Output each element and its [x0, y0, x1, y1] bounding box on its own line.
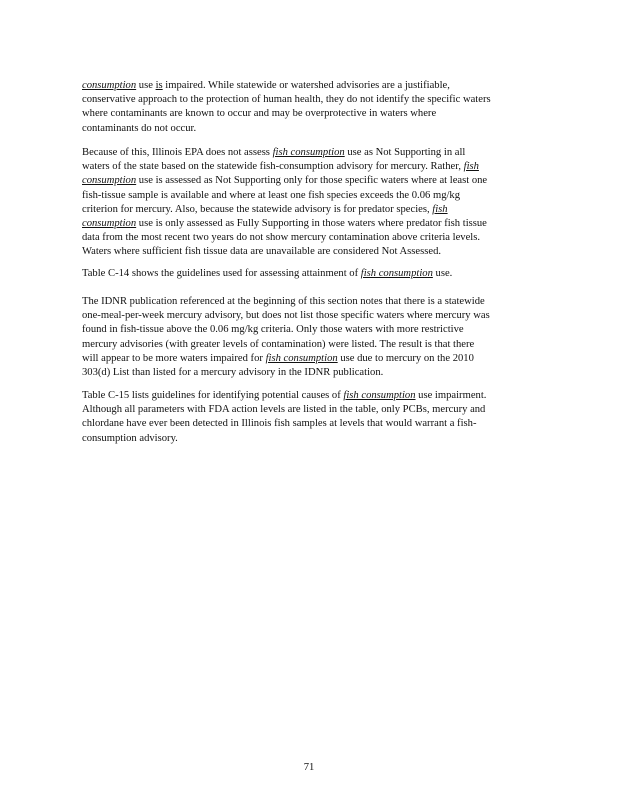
text-line: The IDNR publication referenced at the beginning of this section notes that there is a statewide — [82, 296, 485, 307]
text-fragment: waters of the state based on the statewide fish-consumption advisory for mercury. Rather, — [82, 161, 464, 173]
text-line: consumption advisory. — [82, 432, 178, 444]
text-line: Although all parameters with FDA action levels are listed in the table, only PCBs, mercury and — [82, 404, 486, 416]
text-line: fish-tissue sample is available and where at least one fish species exceeds the 0.06 mg/kg — [82, 189, 461, 201]
term-fish-consumption: fish consumption — [343, 390, 416, 401]
text-line — [82, 160, 542, 174]
emphasis-is: is — [155, 80, 163, 91]
term-consumption: consumption — [82, 218, 137, 230]
text-line: mercury advisories (with greater levels of contamination) were listed. The result is that there — [82, 338, 475, 350]
term-fish: fish — [463, 161, 479, 173]
page-number: 71 — [303, 762, 315, 773]
term-fish-consumption: fish consumption — [272, 147, 345, 158]
paragraph-table-c15 — [82, 389, 542, 446]
text-fragment: criterion for mercury. Also, because the statewide advisory is for predator species, — [82, 203, 433, 215]
text-line — [82, 146, 542, 160]
text-line: 303(d) List than listed for a mercury advisory in the IDNR publication. — [82, 367, 384, 379]
term-fish-consumption: fish consumption — [360, 268, 433, 279]
text-fragment: use. — [432, 268, 453, 279]
text-line — [82, 352, 542, 366]
text-line — [82, 217, 542, 231]
text-line: Waters where sufficient fish tissue data are unavailable are considered Not Assessed. — [82, 246, 442, 258]
paragraph-table-c14 — [82, 267, 542, 281]
text-line — [82, 203, 542, 217]
text-fragment: use due to mercury on the 2010 — [337, 352, 474, 364]
term-fish: fish — [432, 203, 448, 215]
text-line: chlordane have ever been detected in Illinois fish samples at levels that would warrant a fish- — [82, 418, 477, 430]
text-fragment: impaired. While statewide or watershed advisories are a justifiable, — [162, 80, 450, 91]
text-fragment: will appear to be more waters impaired for — [82, 352, 266, 364]
text-line: data from the most recent two years do not show mercury contamination above criteria levels. — [82, 232, 481, 244]
text-line: contaminants do not occur. — [82, 122, 197, 134]
text-fragment: use is assessed as Not Supporting only for those specific waters where at least one — [136, 175, 488, 187]
text-line: one-meal-per-week mercury advisory, but does not list those specific waters where mercury was — [82, 310, 490, 322]
text-line: conservative approach to the protection of human health, they do not identify the specific waters — [82, 94, 491, 106]
text-fragment: Because of this, Illinois EPA does not assess — [82, 147, 273, 158]
text-line: found in fish-tissue above the 0.06 mg/kg criteria. Only those waters with more restrictive — [82, 324, 464, 336]
text-line: where contaminants are known to occur and may be overprotective in waters where — [82, 108, 437, 120]
term-fish-consumption: fish consumption — [265, 352, 338, 364]
paragraph-assessment-method — [82, 146, 542, 260]
text-line — [82, 389, 542, 403]
text-line — [82, 174, 542, 188]
text-line — [82, 79, 542, 93]
term-consumption: consumption — [82, 175, 137, 187]
text-fragment: use as Not Supporting in all — [344, 147, 466, 158]
text-fragment: use is only assessed as Fully Supporting in those waters where predator fish tissue — [136, 218, 487, 230]
text-fragment: use impairment. — [415, 390, 487, 401]
term-consumption: consumption — [82, 80, 137, 91]
paragraph-advisory-limitations — [82, 79, 542, 136]
text-fragment: Table C-15 lists guidelines for identifying potential causes of — [82, 390, 344, 401]
paragraph-idnr-publication — [82, 295, 542, 380]
text-fragment: Table C-14 shows the guidelines used for assessing attainment of — [82, 268, 361, 279]
text-line — [82, 267, 542, 281]
text-fragment: use — [136, 80, 156, 91]
